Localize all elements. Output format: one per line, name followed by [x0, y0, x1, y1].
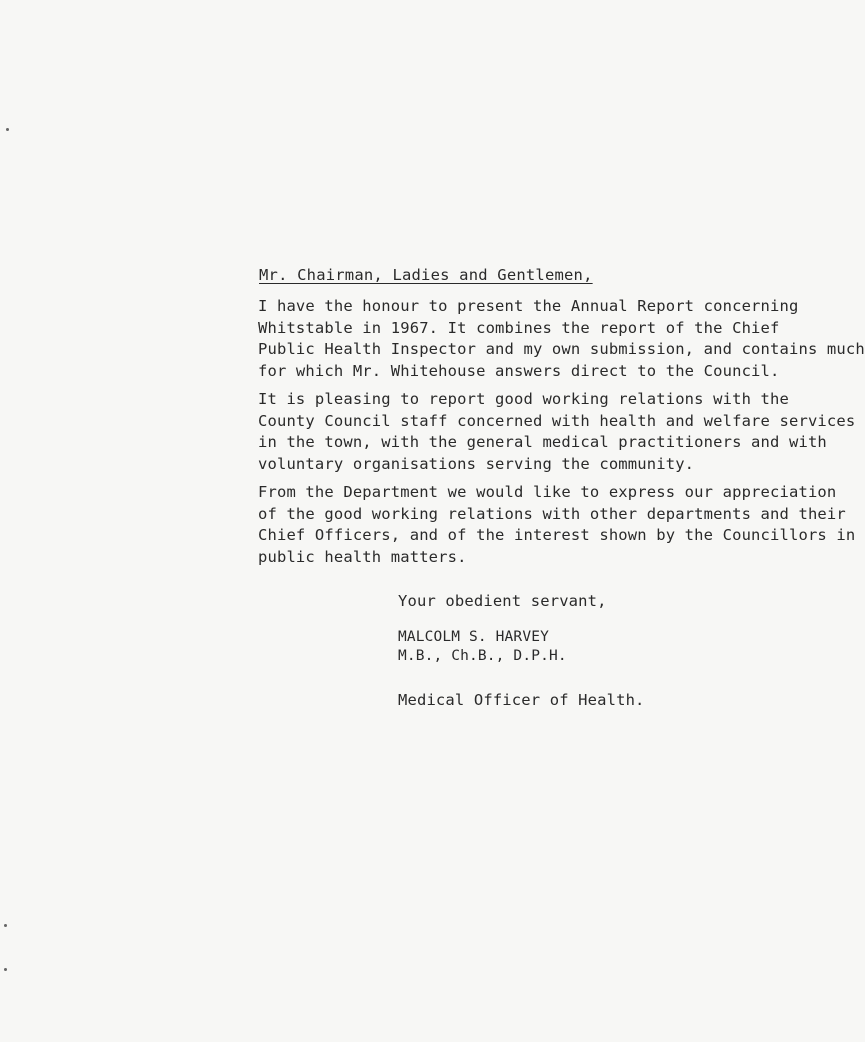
paragraph-line: It is pleasing to report good working relations with the — [258, 390, 789, 408]
paragraph-line: I have the honour to present the Annual Report concerning — [258, 297, 799, 315]
paragraph-line: County Council staff concerned with health and welfare services — [258, 411, 856, 430]
paragraph-line: public health matters. — [258, 547, 467, 566]
paragraph-line: Chief Officers, and of the interest shown by the Councillors in — [258, 526, 856, 544]
paragraph-2 — [258, 389, 855, 475]
paragraph-line: of the good working relations with other departments and their — [258, 504, 846, 523]
paragraph-line: Whitstable in 1967. It combines the report of the Chief — [258, 318, 780, 337]
paragraph-line: in the town, with the general medical practitioners and with — [258, 433, 827, 451]
signatory-name: MALCOLM S. HARVEY — [398, 629, 549, 645]
paragraph-1 — [258, 296, 865, 382]
scan-speck — [4, 968, 7, 971]
paragraph-3 — [258, 482, 855, 568]
paragraph-line: for which Mr. Whitehouse answers direct to the Council. — [258, 361, 780, 380]
paragraph-line: From the Department we would like to express our appreciation — [258, 483, 837, 501]
signatory-title: Medical Officer of Health. — [398, 691, 645, 709]
paragraph-line: voluntary organisations serving the community. — [258, 454, 695, 473]
signatory-qualifications: M.B., Ch.B., D.P.H. — [398, 648, 567, 664]
scan-speck — [4, 924, 7, 927]
salutation: Mr. Chairman, Ladies and Gentlemen, — [259, 266, 593, 284]
scan-speck — [6, 128, 9, 131]
paragraph-line: Public Health Inspector and my own submission, and contains much — [258, 340, 865, 358]
complimentary-close: Your obedient servant, — [398, 592, 607, 610]
